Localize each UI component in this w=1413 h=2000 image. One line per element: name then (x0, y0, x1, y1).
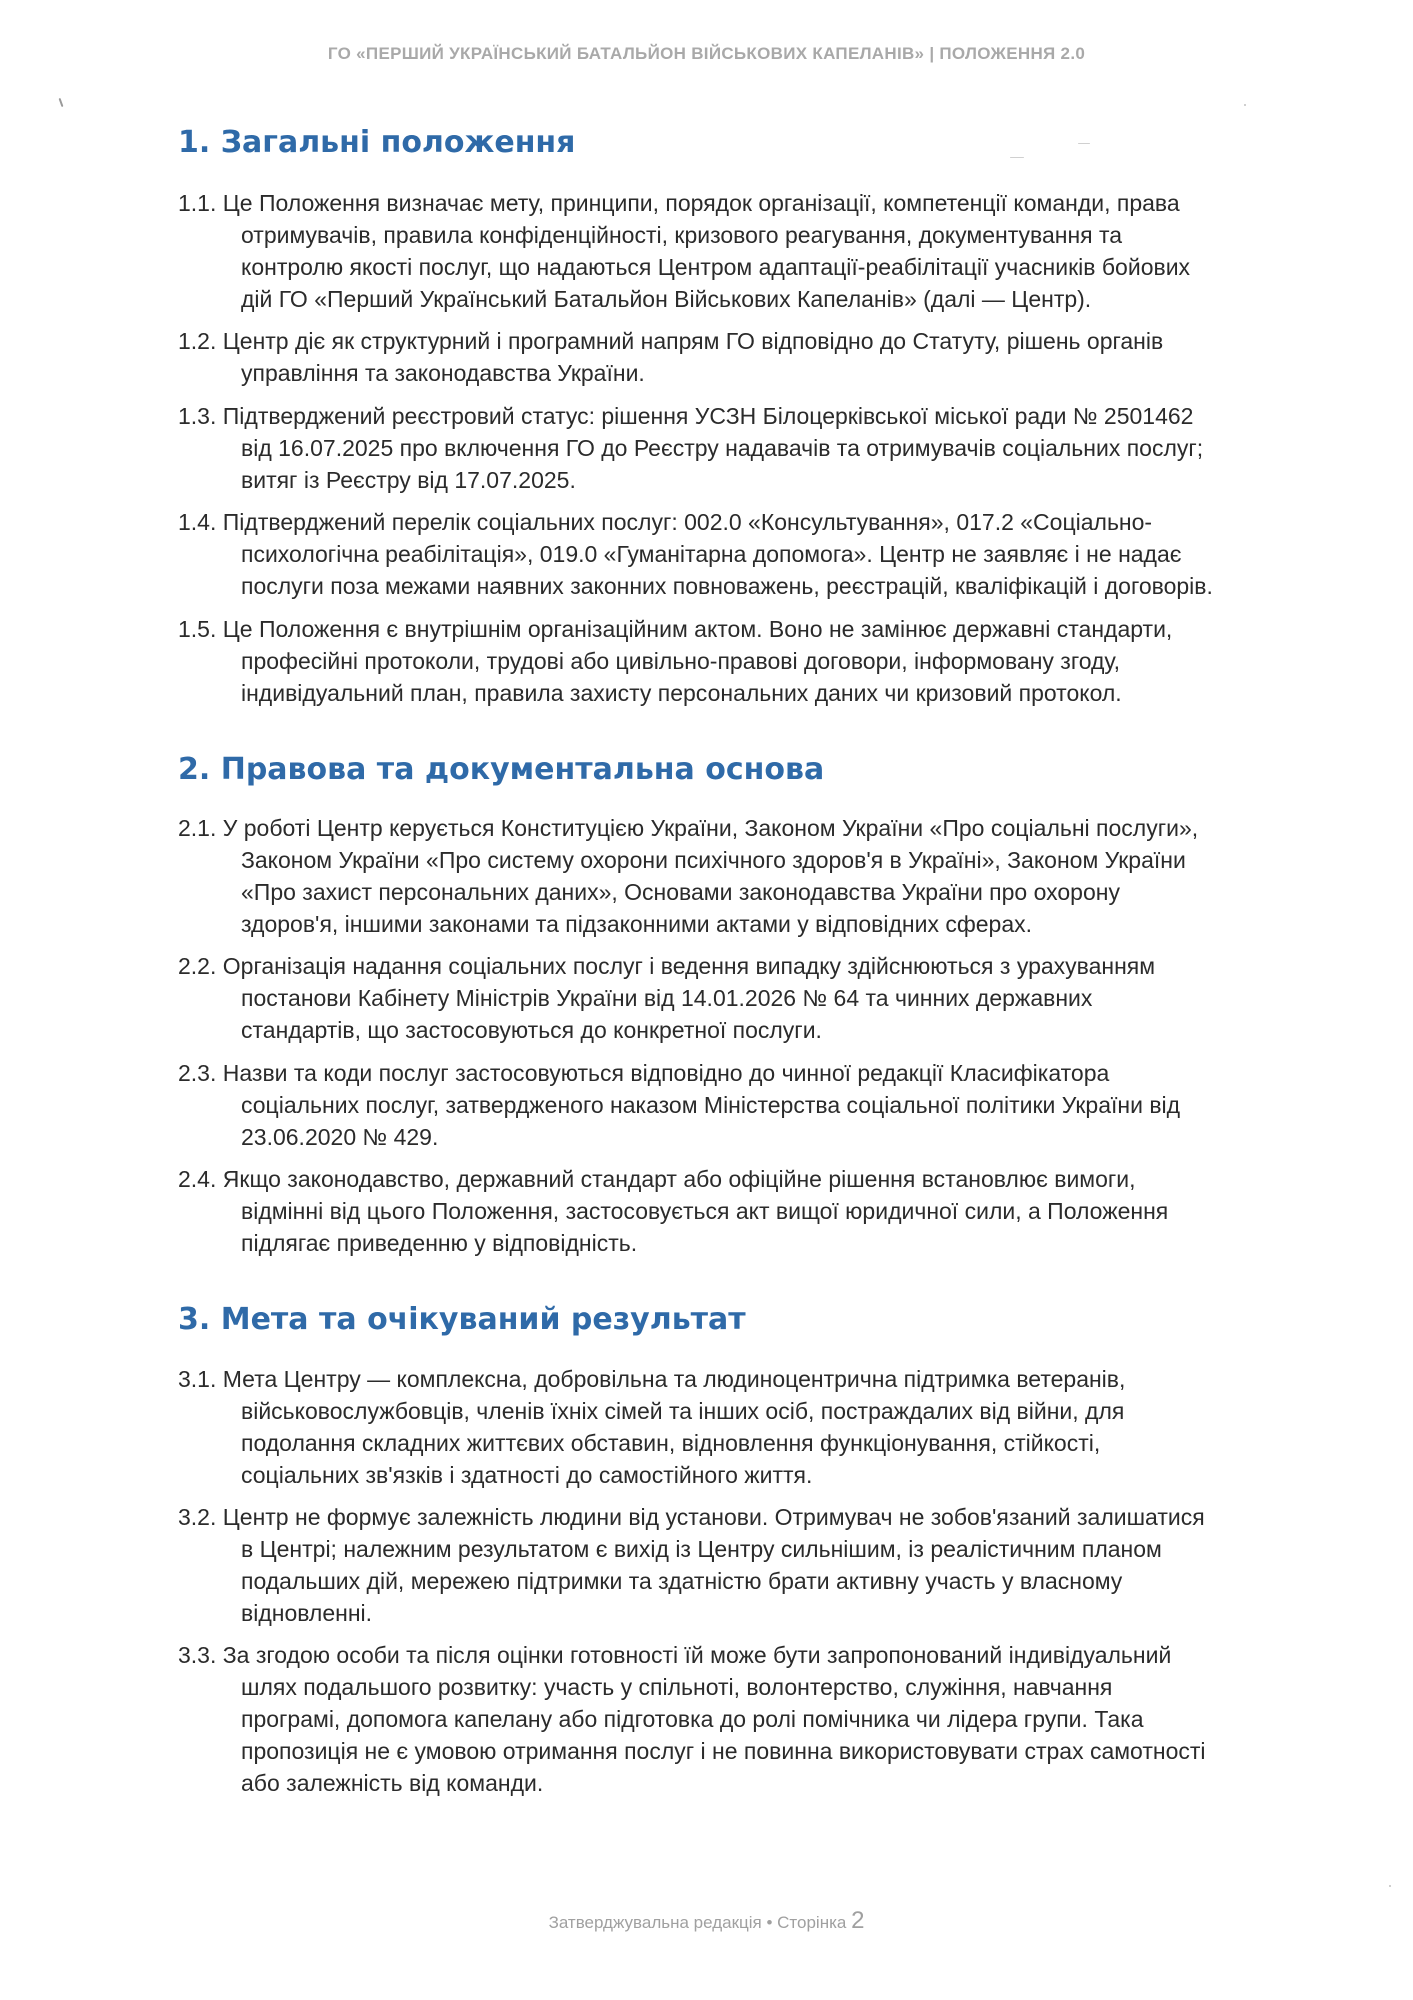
clause-text-line: управління та законодавства України. (241, 360, 645, 386)
footer-label: Затверджувальна редакція • Сторінка (548, 1913, 852, 1932)
clause-text-line: витяг із Реєстру від 17.07.2025. (241, 467, 576, 493)
clause-text-line: послуги поза межами наявних законних повноважень, реєстрацій, кваліфікацій і договорів. (241, 573, 1213, 599)
clause-3-3 (178, 1639, 1308, 1799)
clause-number: 3.2. (178, 1504, 217, 1530)
page-header: ГО «ПЕРШИЙ УКРАЇНСЬКИЙ БАТАЛЬЙОН ВІЙСЬКОВИХ КАПЕЛАНІВ» | ПОЛОЖЕННЯ 2.0 (327, 44, 1086, 63)
clause-number: 1.5. (178, 616, 217, 642)
clause-text-line: подальших дій, мережею підтримки та здатністю брати активну участь у власному (241, 1568, 1123, 1594)
clause-number: 3.1. (178, 1366, 217, 1392)
clause-text-line: Це Положення визначає мету, принципи, порядок організації, компетенції команди, права (222, 190, 1180, 216)
clause-number: 2.1. (178, 815, 217, 841)
scan-speck (1010, 157, 1024, 158)
clause-3-2 (178, 1501, 1308, 1629)
scan-speck (1244, 104, 1246, 106)
clause-3-1 (178, 1363, 1308, 1491)
clause-2-4 (178, 1163, 1308, 1259)
clause-text-line: пропозиція не є умовою отримання послуг і не повинна використовувати страх самотності (241, 1738, 1206, 1764)
clause-2-3 (178, 1057, 1308, 1153)
scan-speck (59, 98, 64, 107)
clause-1-5 (178, 613, 1308, 709)
clause-number: 2.4. (178, 1166, 217, 1192)
clause-number: 2.3. (178, 1060, 217, 1086)
section-title-3: 3. Мета та очікуваний результат (178, 1302, 746, 1337)
clause-text-line: «Про захист персональних даних», Основами законодавства України про охорону (241, 879, 1120, 905)
clause-text-line: або залежність від команди. (241, 1770, 544, 1796)
clause-2-1 (178, 812, 1308, 940)
clause-text-line: подолання складних життєвих обставин, відновлення функціонування, стійкості, (241, 1430, 1101, 1456)
clause-text-line: Підтверджений перелік соціальних послуг: 002.0 «Консультування», 017.2 «Соціально- (222, 509, 1153, 535)
page-number: 2 (851, 1907, 865, 1934)
clause-number: 1.3. (178, 403, 217, 429)
clause-number: 1.2. (178, 328, 217, 354)
clause-text-line: Назви та коди послуг застосовуються відповідно до чинної редакції Класифікатора (222, 1060, 1110, 1086)
scan-speck (1389, 1885, 1391, 1887)
clause-number: 2.2. (178, 953, 217, 979)
clause-text-line: індивідуальний план, правила захисту персональних даних чи кризовий протокол. (241, 680, 1122, 706)
clause-text-line: постанови Кабінету Міністрів України від 14.01.2026 № 64 та чинних державних (241, 985, 1093, 1011)
section-title-1: 1. Загальні положення (178, 125, 576, 160)
clause-text-line: підлягає приведенню у відповідність. (241, 1230, 638, 1256)
clause-text-line: програмі, допомога капелану або підготовка до ролі помічника чи лідера групи. Така (241, 1706, 1144, 1732)
clause-text-line: стандартів, що застосовуються до конкретної послуги. (241, 1017, 822, 1043)
clause-text-line: Якщо законодавство, державний стандарт або офіційне рішення встановлює вимоги, (222, 1166, 1136, 1192)
clause-1-1 (178, 187, 1308, 315)
clause-text-line: 23.06.2020 № 429. (241, 1124, 439, 1150)
clause-text-line: від 16.07.2025 про включення ГО до Реєстру надавачів та отримувачів соціальних послуг; (241, 435, 1204, 461)
clause-1-3 (178, 400, 1308, 496)
clause-text-line: дій ГО «Перший Український Батальйон Військових Капеланів» (далі — Центр). (241, 286, 1092, 312)
clause-text-line: здоров'я, іншими законами та підзаконними актами у відповідних сферах. (241, 911, 1033, 937)
clause-text-line: Законом України «Про систему охорони психічного здоров'я в Україні», Законом України (241, 847, 1186, 873)
clause-text-line: психологічна реабілітація», 019.0 «Гуманітарна допомога». Центр не заявляє і не надає (241, 541, 1182, 567)
clause-text-line: відмінні від цього Положення, застосовується акт вищої юридичної сили, а Положення (241, 1198, 1169, 1224)
clause-number: 1.4. (178, 509, 217, 535)
clause-text-line: Мета Центру — комплексна, добровільна та людиноцентрична підтримка ветеранів, (222, 1366, 1126, 1392)
clause-2-2 (178, 950, 1308, 1046)
clause-text-line: шлях подальшого розвитку: участь у спільноті, волонтерство, служіння, навчання (241, 1674, 1113, 1700)
clause-text-line: отримувачів, правила конфіденційності, кризового реагування, документування та (241, 222, 1123, 248)
clause-1-4 (178, 506, 1308, 602)
section-title-2: 2. Правова та документальна основа (178, 752, 825, 787)
clause-text-line: Це Положення є внутрішнім організаційним актом. Воно не замінює державні стандарти, (222, 616, 1173, 642)
clause-text-line: соціальних послуг, затвердженого наказом Міністерства соціальної політики України від (241, 1092, 1181, 1118)
scan-speck (1078, 143, 1090, 144)
clause-text-line: військовослужбовців, членів їхніх сімей та інших осіб, постраждалих від війни, для (241, 1398, 1125, 1424)
clause-text-line: професійні протоколи, трудові або цивільно-правові договори, інформовану згоду, (241, 648, 1121, 674)
clause-text-line: в Центрі; належним результатом є вихід із Центру сильнішим, із реалістичним планом (241, 1536, 1162, 1562)
clause-text-line: Підтверджений реєстровий статус: рішення УСЗН Білоцерківської міської ради № 2501462 (222, 403, 1194, 429)
clause-number: 1.1. (178, 190, 217, 216)
clause-text-line: соціальних зв'язків і здатності до самостійного життя. (241, 1462, 813, 1488)
clause-text-line: відновленні. (241, 1600, 373, 1626)
clause-text-line: За згодою особи та після оцінки готовності їй може бути запропонований індивідуальний (222, 1642, 1172, 1668)
clause-text-line: У роботі Центр керується Конституцією України, Законом України «Про соціальні послуги», (222, 815, 1199, 841)
clause-text-line: Організація надання соціальних послуг і ведення випадку здійснюються з урахуванням (222, 953, 1156, 979)
clause-number: 3.3. (178, 1642, 217, 1668)
clause-1-2 (178, 325, 1308, 389)
clause-text-line: Центр діє як структурний і програмний напрям ГО відповідно до Статуту, рішень органів (222, 328, 1164, 354)
page-footer (0, 1907, 1413, 1935)
clause-text-line: Центр не формує залежність людини від установи. Отримувач не зобов'язаний залишатися (222, 1504, 1205, 1530)
clause-text-line: контролю якості послуг, що надаються Центром адаптації-реабілітації учасників бойових (241, 254, 1191, 280)
